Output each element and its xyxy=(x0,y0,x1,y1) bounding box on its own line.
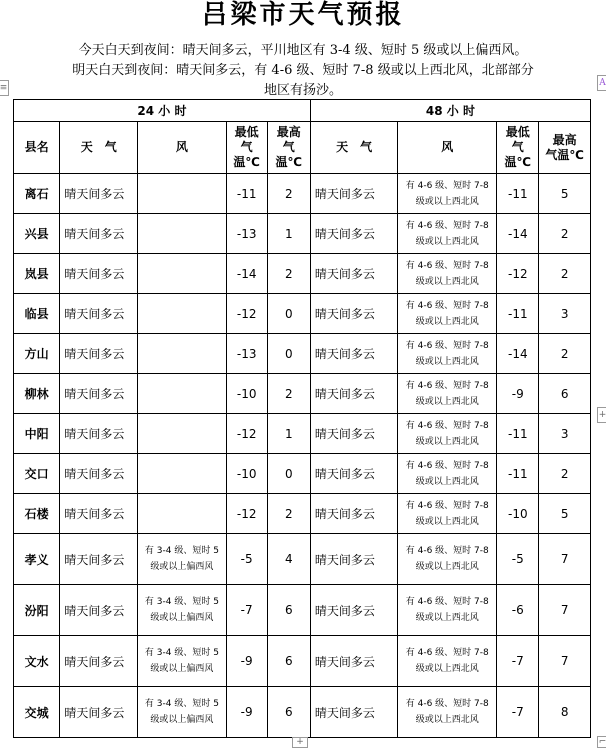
header-wind: 风 xyxy=(138,122,226,174)
min-temp-cell: -10 xyxy=(226,454,267,494)
min-temp-48h-cell: -14 xyxy=(497,214,539,254)
table-row xyxy=(14,534,591,585)
header-weather-48h: 天 气 xyxy=(310,122,397,174)
wind-cell xyxy=(138,494,226,534)
county-cell: 兴县 xyxy=(14,214,60,254)
max-temp-cell: 2 xyxy=(267,494,310,534)
weather-48h-cell: 晴天间多云 xyxy=(310,214,397,254)
table-row xyxy=(14,494,591,534)
max-temp-cell: 4 xyxy=(267,534,310,585)
group-header-48h: 48 小 时 xyxy=(310,100,590,122)
weather-48h-cell: 晴天间多云 xyxy=(310,174,397,214)
min-temp-48h-cell: -11 xyxy=(497,414,539,454)
group-header-24h: 24 小 时 xyxy=(14,100,311,122)
min-temp-cell: -13 xyxy=(226,334,267,374)
max-temp-48h-cell: 2 xyxy=(539,254,591,294)
weather-cell: 晴天间多云 xyxy=(60,534,138,585)
corner-resize-icon[interactable]: ⌐ xyxy=(598,737,606,747)
weather-cell: 晴天间多云 xyxy=(60,374,138,414)
forecast-summary-line-2: 明天白天到夜间：晴天间多云，有 4-6 级、短时 7-8 级或以上西北风，北部部分 xyxy=(72,63,534,78)
county-cell: 交城 xyxy=(14,687,60,738)
weather-cell: 晴天间多云 xyxy=(60,174,138,214)
weather-48h-cell: 晴天间多云 xyxy=(310,636,397,687)
weather-cell: 晴天间多云 xyxy=(60,294,138,334)
forecast-summary-line-3: 地区有扬沙。 xyxy=(263,83,342,98)
header-county: 县名 xyxy=(14,122,60,174)
max-temp-48h-cell: 5 xyxy=(539,494,591,534)
max-temp-cell: 6 xyxy=(267,636,310,687)
forecast-table xyxy=(13,99,591,738)
min-temp-cell: -9 xyxy=(226,636,267,687)
left-edge-handle-icon[interactable]: ≡ xyxy=(0,80,9,96)
wind-48h-cell: 有 4-6 级、短时 7-8 级或以上西北风 xyxy=(398,494,497,534)
min-temp-48h-cell: -12 xyxy=(497,254,539,294)
max-temp-cell: 0 xyxy=(267,334,310,374)
weather-48h-cell: 晴天间多云 xyxy=(310,294,397,334)
weather-cell: 晴天间多云 xyxy=(60,454,138,494)
weather-cell: 晴天间多云 xyxy=(60,585,138,636)
forecast-summary-line-1: 今天白天到夜间：晴天间多云，平川地区有 3-4 级、短时 5 级或以上偏西风。 xyxy=(78,43,528,58)
max-temp-cell: 2 xyxy=(267,174,310,214)
min-temp-cell: -10 xyxy=(226,374,267,414)
min-temp-cell: -12 xyxy=(226,494,267,534)
header-max-temp-48h: 最高 气温℃ xyxy=(539,122,591,174)
min-temp-cell: -7 xyxy=(226,585,267,636)
weather-48h-cell: 晴天间多云 xyxy=(310,334,397,374)
min-temp-48h-cell: -11 xyxy=(497,294,539,334)
wind-cell xyxy=(138,414,226,454)
min-temp-48h-cell: -10 xyxy=(497,494,539,534)
max-temp-cell: 2 xyxy=(267,374,310,414)
wind-48h-cell: 有 4-6 级、短时 7-8 级或以上西北风 xyxy=(398,214,497,254)
county-cell: 孝义 xyxy=(14,534,60,585)
county-cell: 石楼 xyxy=(14,494,60,534)
wind-48h-cell: 有 4-6 级、短时 7-8 级或以上西北风 xyxy=(398,254,497,294)
min-temp-48h-cell: -6 xyxy=(497,585,539,636)
wind-cell xyxy=(138,294,226,334)
weather-cell: 晴天间多云 xyxy=(60,214,138,254)
wind-48h-cell: 有 4-6 级、短时 7-8 级或以上西北风 xyxy=(398,534,497,585)
weather-cell: 晴天间多云 xyxy=(60,494,138,534)
county-cell: 中阳 xyxy=(14,414,60,454)
min-temp-cell: -12 xyxy=(226,294,267,334)
wind-48h-cell: 有 4-6 级、短时 7-8 级或以上西北风 xyxy=(398,687,497,738)
weather-cell: 晴天间多云 xyxy=(60,334,138,374)
weather-48h-cell: 晴天间多云 xyxy=(310,414,397,454)
wind-48h-cell: 有 4-6 级、短时 7-8 级或以上西北风 xyxy=(398,585,497,636)
weather-cell: 晴天间多云 xyxy=(60,254,138,294)
page-title: 吕梁市天气预报 xyxy=(201,0,405,30)
table-row xyxy=(14,585,591,636)
weather-48h-cell: 晴天间多云 xyxy=(310,254,397,294)
wind-48h-cell: 有 4-6 级、短时 7-8 级或以上西北风 xyxy=(398,454,497,494)
weather-cell: 晴天间多云 xyxy=(60,414,138,454)
county-cell: 岚县 xyxy=(14,254,60,294)
wind-48h-cell: 有 4-6 级、短时 7-8 级或以上西北风 xyxy=(398,414,497,454)
min-temp-cell: -5 xyxy=(226,534,267,585)
table-row xyxy=(14,374,591,414)
table-row xyxy=(14,687,591,738)
table-row xyxy=(14,414,591,454)
max-temp-48h-cell: 7 xyxy=(539,534,591,585)
county-cell: 方山 xyxy=(14,334,60,374)
wind-cell xyxy=(138,174,226,214)
wind-cell xyxy=(138,214,226,254)
header-max-temp: 最高 气 温℃ xyxy=(267,122,310,174)
county-cell: 交口 xyxy=(14,454,60,494)
max-temp-48h-cell: 2 xyxy=(539,334,591,374)
table-row xyxy=(14,174,591,214)
wind-cell xyxy=(138,374,226,414)
weather-cell: 晴天间多云 xyxy=(60,636,138,687)
wind-cell xyxy=(138,254,226,294)
wind-48h-cell: 有 4-6 级、短时 7-8 级或以上西北风 xyxy=(398,294,497,334)
bottom-edge-expand-icon[interactable]: + xyxy=(292,737,308,748)
max-temp-cell: 0 xyxy=(267,454,310,494)
table-row xyxy=(14,334,591,374)
wind-48h-cell: 有 4-6 级、短时 7-8 级或以上西北风 xyxy=(398,374,497,414)
min-temp-cell: -12 xyxy=(226,414,267,454)
table-row xyxy=(14,454,591,494)
max-temp-48h-cell: 2 xyxy=(539,214,591,254)
max-temp-cell: 6 xyxy=(267,585,310,636)
weather-48h-cell: 晴天间多云 xyxy=(310,494,397,534)
wind-cell: 有 3-4 级、短时 5 级或以上偏西风 xyxy=(138,636,226,687)
weather-48h-cell: 晴天间多云 xyxy=(310,585,397,636)
max-temp-48h-cell: 3 xyxy=(539,294,591,334)
min-temp-48h-cell: -11 xyxy=(497,174,539,214)
county-cell: 离石 xyxy=(14,174,60,214)
wind-48h-cell: 有 4-6 级、短时 7-8 级或以上西北风 xyxy=(398,636,497,687)
weather-48h-cell: 晴天间多云 xyxy=(310,687,397,738)
header-weather: 天 气 xyxy=(60,122,138,174)
min-temp-cell: -14 xyxy=(226,254,267,294)
county-cell: 临县 xyxy=(14,294,60,334)
table-row xyxy=(14,636,591,687)
max-temp-48h-cell: 5 xyxy=(539,174,591,214)
header-wind-48h: 风 xyxy=(398,122,497,174)
weather-48h-cell: 晴天间多云 xyxy=(310,374,397,414)
county-cell: 汾阳 xyxy=(14,585,60,636)
min-temp-cell: -9 xyxy=(226,687,267,738)
max-temp-48h-cell: 2 xyxy=(539,454,591,494)
table-row xyxy=(14,214,591,254)
wind-cell xyxy=(138,454,226,494)
max-temp-cell: 1 xyxy=(267,414,310,454)
header-min-temp-48h: 最低 气 温℃ xyxy=(497,122,539,174)
forecast-rows xyxy=(14,174,591,738)
max-temp-48h-cell: 7 xyxy=(539,636,591,687)
min-temp-48h-cell: -9 xyxy=(497,374,539,414)
min-temp-48h-cell: -14 xyxy=(497,334,539,374)
max-temp-cell: 0 xyxy=(267,294,310,334)
max-temp-cell: 1 xyxy=(267,214,310,254)
max-temp-cell: 6 xyxy=(267,687,310,738)
max-temp-48h-cell: 7 xyxy=(539,585,591,636)
min-temp-48h-cell: -11 xyxy=(497,454,539,494)
min-temp-cell: -11 xyxy=(226,174,267,214)
county-cell: 柳林 xyxy=(14,374,60,414)
max-temp-48h-cell: 6 xyxy=(539,374,591,414)
max-temp-48h-cell: 3 xyxy=(539,414,591,454)
wind-48h-cell: 有 4-6 级、短时 7-8 级或以上西北风 xyxy=(398,334,497,374)
right-edge-expand-icon[interactable]: + xyxy=(597,407,606,423)
table-row xyxy=(14,254,591,294)
max-temp-cell: 2 xyxy=(267,254,310,294)
wind-cell xyxy=(138,334,226,374)
max-temp-48h-cell: 8 xyxy=(539,687,591,738)
min-temp-cell: -13 xyxy=(226,214,267,254)
wind-48h-cell: 有 4-6 级、短时 7-8 级或以上西北风 xyxy=(398,174,497,214)
wind-cell: 有 3-4 级、短时 5 级或以上偏西风 xyxy=(138,534,226,585)
header-min-temp: 最低 气 温℃ xyxy=(226,122,267,174)
weather-48h-cell: 晴天间多云 xyxy=(310,534,397,585)
min-temp-48h-cell: -7 xyxy=(497,636,539,687)
wind-cell: 有 3-4 级、短时 5 级或以上偏西风 xyxy=(138,585,226,636)
table-row xyxy=(14,294,591,334)
right-edge-tool-icon[interactable]: A xyxy=(597,75,606,91)
county-cell: 文水 xyxy=(14,636,60,687)
wind-cell: 有 3-4 级、短时 5 级或以上偏西风 xyxy=(138,687,226,738)
min-temp-48h-cell: -7 xyxy=(497,687,539,738)
weather-48h-cell: 晴天间多云 xyxy=(310,454,397,494)
weather-cell: 晴天间多云 xyxy=(60,687,138,738)
min-temp-48h-cell: -5 xyxy=(497,534,539,585)
